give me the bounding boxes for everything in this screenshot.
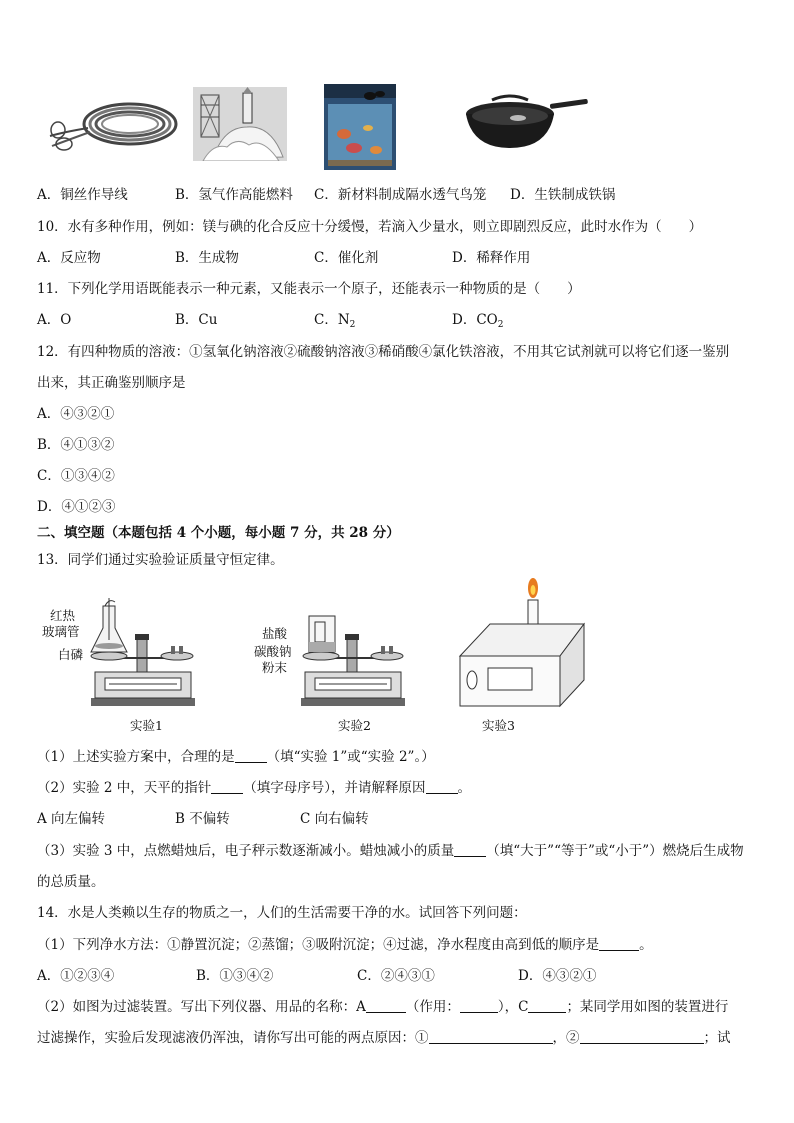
blank-answer[interactable] (454, 843, 486, 857)
q13-part1: （1）上述实验方案中，合理的是 （填“实验 1”或“实验 2”。） (37, 749, 435, 765)
copper-wire-icon (44, 92, 179, 162)
q14-option-c: C．②④③① (357, 968, 435, 984)
q11-stem: 11．下列化学用语既能表示一种元素，又能表示一个原子，还能表示一种物质的是（ ） (37, 281, 581, 297)
q12-option-d: D．④①②③ (37, 499, 116, 515)
q11-option-d: D．$CO_2$ (452, 312, 504, 330)
q13-part2: （2）实验 2 中，天平的指针 （填字母序号），并请解释原因 。 (37, 780, 472, 796)
rocket-launch-icon (193, 87, 287, 161)
blank-answer[interactable] (599, 937, 639, 951)
q14-part2: （2）如图为过滤装置。写出下列仪器、用品的名称：A （作用： ），C ；某同学用如图的装置进行 (37, 999, 729, 1015)
q13-part3-cont: 的总质量。 (37, 874, 105, 890)
q13-option-a: A 向左偏转 (37, 811, 106, 827)
blank-answer[interactable] (366, 999, 406, 1013)
q10-option-d: D．稀释作用 (452, 250, 531, 266)
q9-option-b: B．氢气作高能燃料 (175, 187, 293, 203)
label-white-phosphorus: 白磷 (58, 647, 84, 662)
q9-option-c: C．新材料制成隔水透气鸟笼 (314, 187, 487, 203)
q14-stem: 14．水是人类赖以生存的物质之一，人们的生活需要干净的水。试回答下列问题： (37, 905, 527, 921)
q12-option-b: B．④①③② (37, 437, 115, 453)
q12-option-c: C．①③④② (37, 468, 115, 484)
label-experiment-3: 实验3 (482, 718, 515, 733)
blank-answer[interactable] (528, 999, 566, 1013)
q9-option-d: D．生铁制成铁锅 (510, 187, 616, 203)
q14-option-b: B．①③④② (196, 968, 274, 984)
q14-part2-cont: 过滤操作，实验后发现滤液仍浑浊，请你写出可能的两点原因：① ，② ；试 (37, 1030, 731, 1046)
q11-option-c: C．$N_2$ (314, 312, 356, 330)
q10-option-c: C．催化剂 (314, 250, 379, 266)
label-powder: 粉末 (262, 660, 288, 675)
q13-part3: （3）实验 3 中，点燃蜡烛后，电子秤示数逐渐减小。蜡烛减小的质量 （填“大于”“等于”或“小于”）燃烧后生成物 (37, 843, 744, 859)
q14-part1: （1）下列净水方法：①静置沉淀；②蒸馏；③吸附沉淀；④过滤，净水程度由高到低的顺序是 。 (37, 937, 653, 953)
iron-wok-icon (462, 92, 592, 152)
q11-option-b: B．Cu (175, 312, 218, 328)
experiment-3-scale-candle-icon (450, 576, 590, 710)
birdcage-aquarium-icon (324, 84, 396, 170)
label-hydrochloric-acid: 盐酸 (262, 626, 288, 641)
q10-stem: 10．水有多种作用，例如：镁与碘的化合反应十分缓慢，若滴入少量水，则立即剧烈反应，此时水作为（ ） (37, 219, 703, 235)
experiment-2-balance-icon (295, 612, 410, 710)
blank-answer[interactable] (235, 749, 267, 763)
q14-option-a: A．①②③④ (37, 968, 115, 984)
blank-answer[interactable] (426, 780, 458, 794)
q10-option-a: A．反应物 (37, 250, 101, 266)
section-heading: 二、填空题（本题包括 4 个小题，每小题 7 分，共 28 分） (37, 525, 400, 541)
q13-option-c: C 向右偏转 (300, 811, 369, 827)
q12-stem-line2: 出来，其正确鉴别顺序是 (37, 375, 186, 391)
blank-answer[interactable] (460, 999, 498, 1013)
experiment-1-balance-icon (85, 598, 200, 710)
q11-option-a: A．O (37, 312, 72, 328)
q12-option-a: A．④③②① (37, 406, 115, 422)
q13-option-b: B 不偏转 (175, 811, 230, 827)
label-red-hot: 红热 (50, 608, 76, 623)
blank-answer[interactable] (211, 780, 243, 794)
label-experiment-1: 实验1 (130, 718, 163, 733)
blank-answer[interactable] (580, 1030, 704, 1044)
blank-answer[interactable] (429, 1030, 553, 1044)
label-experiment-2: 实验2 (338, 718, 371, 733)
label-sodium-carbonate: 碳酸钠 (254, 644, 292, 659)
q14-option-d: D．④③②① (518, 968, 597, 984)
label-glass-tube: 玻璃管 (42, 624, 80, 639)
q9-option-a: A．铜丝作导线 (37, 187, 128, 203)
q12-stem-line1: 12．有四种物质的溶液：①氢氧化钠溶液②硫酸钠溶液③稀硝酸④氯化铁溶液，不用其它试剂就可以将它们逐一鉴别 (37, 344, 730, 360)
q13-stem: 13．同学们通过实验验证质量守恒定律。 (37, 552, 284, 568)
q10-option-b: B．生成物 (175, 250, 239, 266)
